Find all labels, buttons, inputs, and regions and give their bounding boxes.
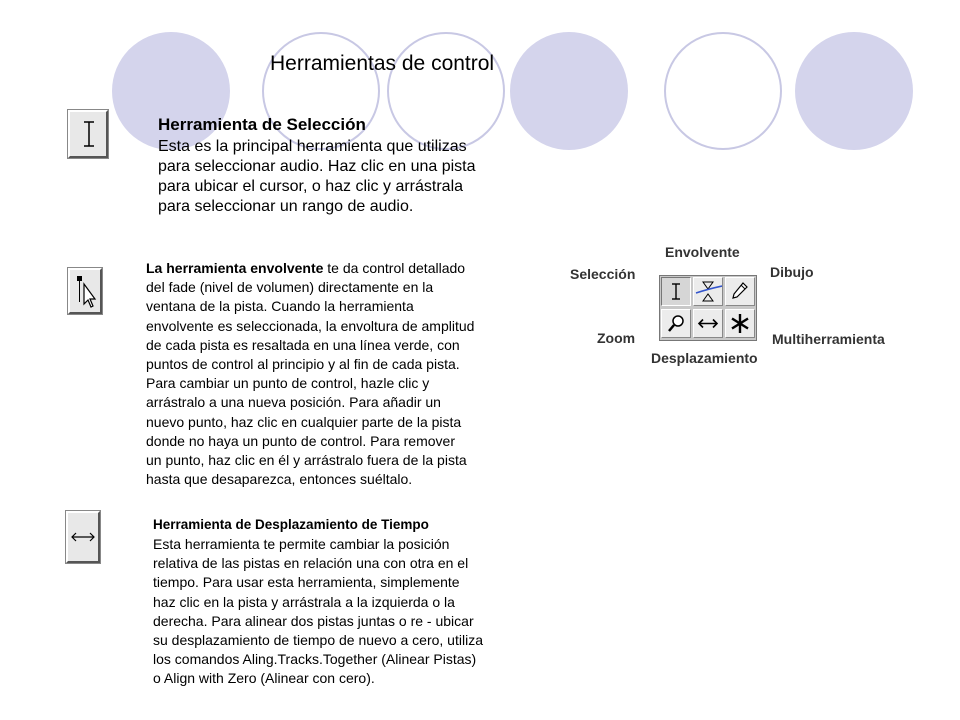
palette-time-shift-tool[interactable] — [693, 309, 723, 338]
double-arrow-icon — [694, 310, 722, 337]
pencil-icon — [726, 278, 754, 305]
envelope-line: de cada pista es resaltada en una línea verde, con — [146, 336, 460, 353]
envelope-lead-line — [146, 259, 474, 278]
time-shift-line: o Align with Zero (Alinear con cero). — [153, 670, 375, 687]
envelope-line: nuevo punto, haz clic en cualquier parte de la pista — [146, 413, 462, 430]
selection-tool-description — [158, 113, 476, 217]
decor-circle-5 — [664, 32, 782, 150]
envelope-line: hasta que desaparezca, entonces suéltalo. — [146, 471, 413, 488]
palette-draw-tool[interactable] — [725, 277, 755, 306]
palette-selection-tool[interactable] — [661, 277, 691, 306]
selection-line: Esta es la principal herramienta que utilizas — [158, 138, 467, 155]
envelope-line: arrástralo a una nueva posición. Para añadir un — [146, 394, 441, 411]
envelope-lead-rest: te da control detallado — [323, 260, 466, 276]
selection-line: para seleccionar un rango de audio. — [158, 198, 414, 215]
time-shift-line: haz clic en la pista y arrástrala a la izquierda o la — [153, 593, 455, 610]
page-title: Herramientas de control — [270, 52, 495, 75]
selection-line: para ubicar el cursor, o haz clic y arrástrala — [158, 178, 464, 195]
label-multiherramienta: Multiherramienta — [772, 331, 885, 347]
envelope-cursor-icon — [70, 270, 100, 312]
envelope-tool-button[interactable] — [68, 268, 102, 314]
time-shift-line: tiempo. Para usar esta herramienta, simplemente — [153, 574, 460, 591]
envelope-line: Para cambiar un punto de control, hazle clic y — [146, 375, 430, 392]
envelope-tool-description — [146, 259, 474, 489]
time-shift-tool-description — [153, 515, 483, 689]
label-desplazamiento: Desplazamiento — [651, 350, 758, 366]
envelope-icon — [694, 278, 722, 305]
palette-multi-tool[interactable] — [725, 309, 755, 338]
i-beam-icon — [70, 112, 106, 156]
decor-circle-4 — [510, 32, 628, 150]
selection-tool-heading: Herramienta de Selección — [158, 115, 366, 134]
time-shift-line: Esta herramienta te permite cambiar la posición — [153, 536, 450, 552]
selection-line: para seleccionar audio. Haz clic en una pista — [158, 158, 476, 175]
palette-zoom-tool[interactable] — [661, 309, 691, 338]
envelope-lead-bold: La herramienta envolvente — [146, 260, 324, 276]
selection-tool-button[interactable] — [68, 110, 108, 158]
label-envolvente: Envolvente — [665, 244, 740, 260]
label-seleccion: Selección — [570, 266, 636, 282]
i-beam-icon — [662, 278, 690, 305]
time-shift-line: su desplazamiento de tiempo de nuevo a cero, utiliza — [153, 632, 483, 649]
envelope-line: un punto, haz clic en él y arrástralo fuera de la pista — [146, 452, 467, 469]
envelope-line: donde no haya un punto de control. Para remover — [146, 432, 455, 449]
tools-diagram — [565, 238, 905, 374]
envelope-line: envolvente es seleccionada, la envoltura de amplitud — [146, 317, 475, 334]
tool-palette — [659, 275, 757, 341]
palette-envelope-tool[interactable] — [693, 277, 723, 306]
time-shift-line: derecha. Para alinear dos pistas juntas o re - ubicar — [153, 612, 474, 629]
envelope-line: puntos de control al principio y al fin de cada pista. — [146, 356, 460, 373]
time-shift-tool-button[interactable] — [66, 511, 100, 563]
time-shift-line: los comandos Aling.Tracks.Together (Alinear Pistas) — [153, 651, 477, 668]
envelope-line: ventana de la pista. Cuando la herramienta — [146, 298, 414, 315]
envelope-line: del fade (nivel de volumen) directamente en la — [146, 279, 434, 296]
time-shift-line: relativa de las pistas en relación una con otra en el — [153, 555, 469, 572]
magnifier-icon — [662, 310, 690, 337]
decor-circle-6 — [795, 32, 913, 150]
asterisk-icon — [726, 310, 754, 337]
label-zoom: Zoom — [597, 330, 636, 346]
double-arrow-icon — [68, 513, 98, 561]
label-dibujo: Dibujo — [770, 264, 814, 280]
time-shift-heading: Herramienta de Desplazamiento de Tiempo — [153, 517, 429, 532]
